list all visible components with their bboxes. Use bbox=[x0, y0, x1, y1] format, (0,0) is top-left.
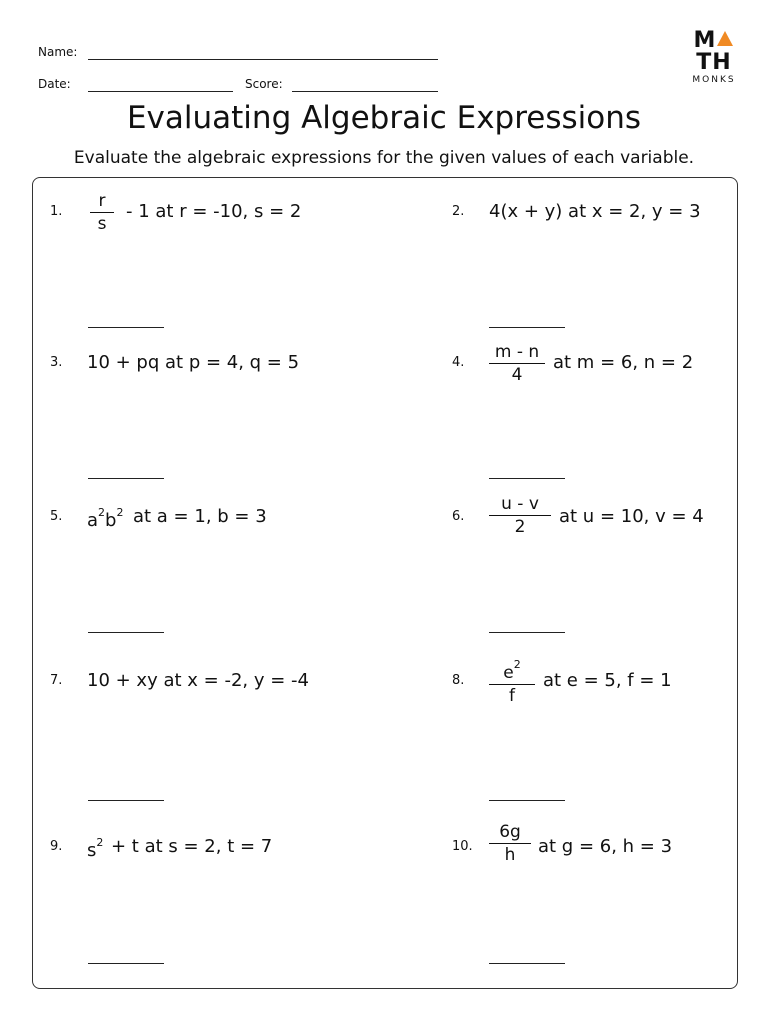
denominator: h bbox=[504, 845, 516, 865]
problems-box bbox=[32, 177, 738, 989]
exponent: 2 bbox=[98, 506, 106, 519]
answer-line[interactable] bbox=[88, 963, 164, 964]
numerator: u - v bbox=[501, 494, 539, 514]
exponent: 2 bbox=[96, 836, 104, 849]
answer-line[interactable] bbox=[489, 632, 565, 633]
name-label: Name: bbox=[38, 45, 78, 59]
instructions: Evaluate the algebraic expressions for the given values of each variable. bbox=[73, 148, 695, 168]
problem-number: 7. bbox=[50, 673, 63, 688]
triangle-icon bbox=[717, 31, 733, 46]
logo-subtitle: MONKS bbox=[692, 75, 736, 85]
problem-text: at a = 1, b = 3 bbox=[133, 506, 267, 527]
fraction-bar bbox=[90, 212, 114, 213]
denominator: 4 bbox=[511, 365, 523, 385]
power-expression bbox=[87, 506, 123, 531]
fraction-bar bbox=[489, 843, 531, 844]
exponent: 2 bbox=[513, 658, 521, 671]
problem-text: at m = 6, n = 2 bbox=[553, 352, 694, 373]
problem-number: 3. bbox=[50, 355, 63, 370]
problem-number: 2. bbox=[452, 204, 465, 219]
base: e bbox=[503, 663, 514, 683]
problem-number: 1. bbox=[50, 204, 63, 219]
numerator bbox=[489, 656, 535, 682]
page-title: Evaluating Algebraic Expressions bbox=[126, 100, 642, 136]
denominator: 2 bbox=[514, 517, 526, 537]
problem-text: 10 + xy at x = -2, y = -4 bbox=[87, 670, 309, 691]
problem-number: 10. bbox=[452, 839, 473, 854]
answer-line[interactable] bbox=[489, 963, 565, 964]
base: a bbox=[87, 510, 99, 531]
math-monks-logo bbox=[680, 30, 748, 85]
answer-line[interactable] bbox=[489, 800, 565, 801]
problem-text: + t at s = 2, t = 7 bbox=[111, 836, 273, 857]
power-expression bbox=[87, 836, 103, 861]
fraction bbox=[489, 495, 551, 536]
fraction-bar bbox=[489, 363, 545, 364]
problem-number: 4. bbox=[452, 355, 465, 370]
problem-number: 9. bbox=[50, 839, 63, 854]
answer-line[interactable] bbox=[88, 800, 164, 801]
name-field[interactable] bbox=[88, 59, 438, 60]
numerator: m - n bbox=[494, 342, 540, 362]
problem-text: 4(x + y) at x = 2, y = 3 bbox=[489, 201, 701, 222]
numerator: r bbox=[98, 191, 106, 211]
fraction-bar bbox=[489, 684, 535, 685]
fraction-bar bbox=[489, 515, 551, 516]
fraction bbox=[489, 656, 535, 705]
fraction bbox=[489, 823, 531, 864]
problem-text: at e = 5, f = 1 bbox=[543, 670, 672, 691]
score-label: Score: bbox=[245, 77, 283, 91]
logo-wordmark: MTH bbox=[693, 28, 732, 75]
answer-line[interactable] bbox=[489, 327, 565, 328]
problem-number: 6. bbox=[452, 509, 465, 524]
fraction bbox=[489, 343, 545, 384]
denominator: f bbox=[509, 686, 515, 706]
date-label: Date: bbox=[38, 77, 71, 91]
score-field[interactable] bbox=[292, 91, 438, 92]
base: b bbox=[105, 510, 117, 531]
answer-line[interactable] bbox=[489, 478, 565, 479]
problem-text: 10 + pq at p = 4, q = 5 bbox=[87, 352, 300, 373]
answer-line[interactable] bbox=[88, 478, 164, 479]
base: s bbox=[87, 840, 97, 861]
problem-number: 8. bbox=[452, 673, 465, 688]
problem-text: at u = 10, v = 4 bbox=[559, 506, 704, 527]
problem-text: at g = 6, h = 3 bbox=[538, 836, 673, 857]
problem-text: - 1 at r = -10, s = 2 bbox=[126, 201, 302, 222]
denominator: s bbox=[97, 214, 107, 234]
numerator: 6g bbox=[499, 822, 521, 842]
fraction bbox=[90, 192, 114, 233]
date-field[interactable] bbox=[88, 91, 233, 92]
answer-line[interactable] bbox=[88, 327, 164, 328]
problem-number: 5. bbox=[50, 509, 63, 524]
answer-line[interactable] bbox=[88, 632, 164, 633]
exponent: 2 bbox=[116, 506, 124, 519]
